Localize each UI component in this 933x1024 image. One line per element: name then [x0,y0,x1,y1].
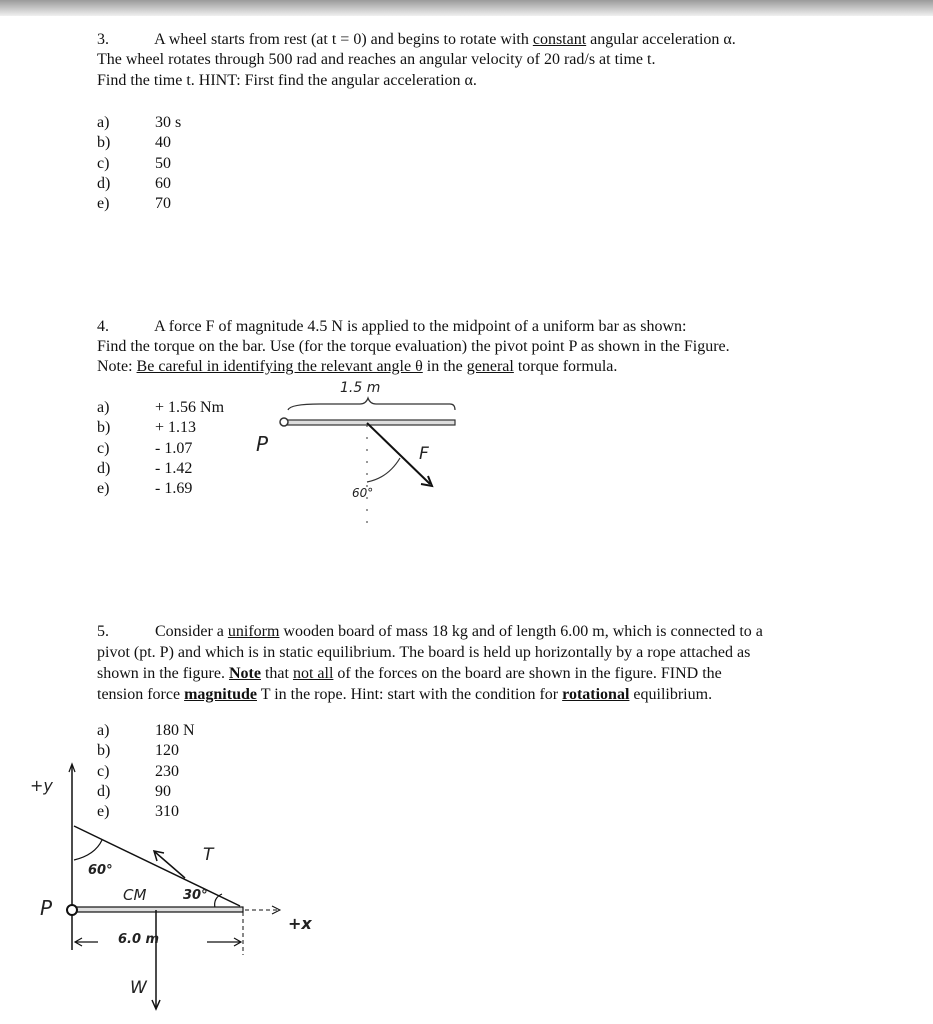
option-value: 180 N [155,722,195,739]
x-axis-label: +x [288,914,312,933]
y-axis-label: +y [30,776,53,795]
option-value: 90 [155,782,171,800]
option-value: 60 [155,174,171,192]
question-text: in the [426,358,463,375]
question-number: 3. [97,31,109,48]
option-letter: e) [97,195,110,213]
option-letter: a) [97,114,110,131]
option-letter: e) [97,480,110,498]
option-value: 310 [155,803,179,821]
question-text: tension force [97,686,181,703]
question-text: A force F of magnitude 4.5 N is applied to the midpoint of a uniform bar as shown: [154,318,687,335]
option-value: 120 [155,742,179,760]
emphasis: magnitude [184,686,257,703]
length-label: 6.0 m [118,932,160,947]
emphasis: constant [532,31,587,48]
option-value: - 1.69 [155,480,193,498]
option-value: 30 s [155,114,182,131]
pivot-label: P [256,432,269,456]
option-letter: d) [97,782,111,800]
option-letter: c) [97,439,110,457]
question-text: angular acceleration α. [590,31,736,48]
option-letter: a) [97,399,110,416]
question-text: torque formula. [517,358,618,375]
option-letter: e) [97,803,110,821]
option-value: 40 [155,134,171,152]
option-letter: b) [97,742,111,760]
option-letter: c) [97,762,110,780]
option-value: - 1.07 [155,439,193,457]
question-number: 4. [97,318,109,335]
tension-label: T [203,845,214,865]
pivot-point [67,905,77,915]
option-value: - 1.42 [155,459,193,477]
length-label: 1.5 m [340,380,381,396]
question-text: shown in the figure. [97,665,225,682]
option-value: + 1.56 Nm [155,399,225,416]
cm-label: CM [123,886,147,904]
angle-30-label: 30° [183,888,208,903]
emphasis: Be careful in identifying the relevant angle θ [136,358,423,375]
question-text: equilibrium. [633,686,713,703]
question-text: The wheel rotates through 500 rad and reaches an angular velocity of 20 rad/s at time t. [97,51,656,68]
note-label: Note: [97,358,133,375]
option-letter: c) [97,154,110,172]
question-text: A wheel starts from rest (at t = 0) and begins to rotate with [154,31,529,48]
angle-60-label: 60° [88,863,113,878]
tension-arrow [155,852,185,878]
option-letter: d) [97,459,111,477]
angle-label: 60° [352,486,374,500]
option-letter: b) [97,419,111,437]
question-text: of the forces on the board are shown in the figure. FIND the [337,665,722,682]
option-letter: a) [97,722,110,739]
question-text: pivot (pt. P) and which is in static equilibrium. The board is held up horizontally by a rope attached as [97,644,751,661]
weight-label: W [130,978,147,998]
option-letter: d) [97,174,111,192]
emphasis: general [466,358,514,375]
question-text: that [264,665,289,682]
question-number: 5. [97,623,109,640]
emphasis: uniform [227,623,280,640]
emphasis: Note [228,665,261,682]
pivot-label: P [40,896,53,920]
option-value: + 1.13 [155,419,197,437]
emphasis: not all [292,665,334,682]
board [72,907,243,912]
option-letter: b) [97,134,111,152]
force-label: F [419,444,429,464]
emphasis: rotational [562,686,630,703]
angle-arc-60 [74,840,102,860]
question-text: Consider a [155,623,224,640]
question-text: Find the time t. HINT: First find the angular acceleration α. [97,72,477,89]
option-value: 230 [155,762,179,780]
question-text: Find the torque on the bar. Use (for the torque evaluation) the pivot point P as shown in the Figure. [97,338,730,355]
question-text: wooden board of mass 18 kg and of length 6.00 m, which is connected to a [283,623,763,640]
question-text: T in the rope. Hint: start with the condition for [260,686,559,703]
option-value: 50 [155,154,171,172]
option-value: 70 [155,195,171,213]
